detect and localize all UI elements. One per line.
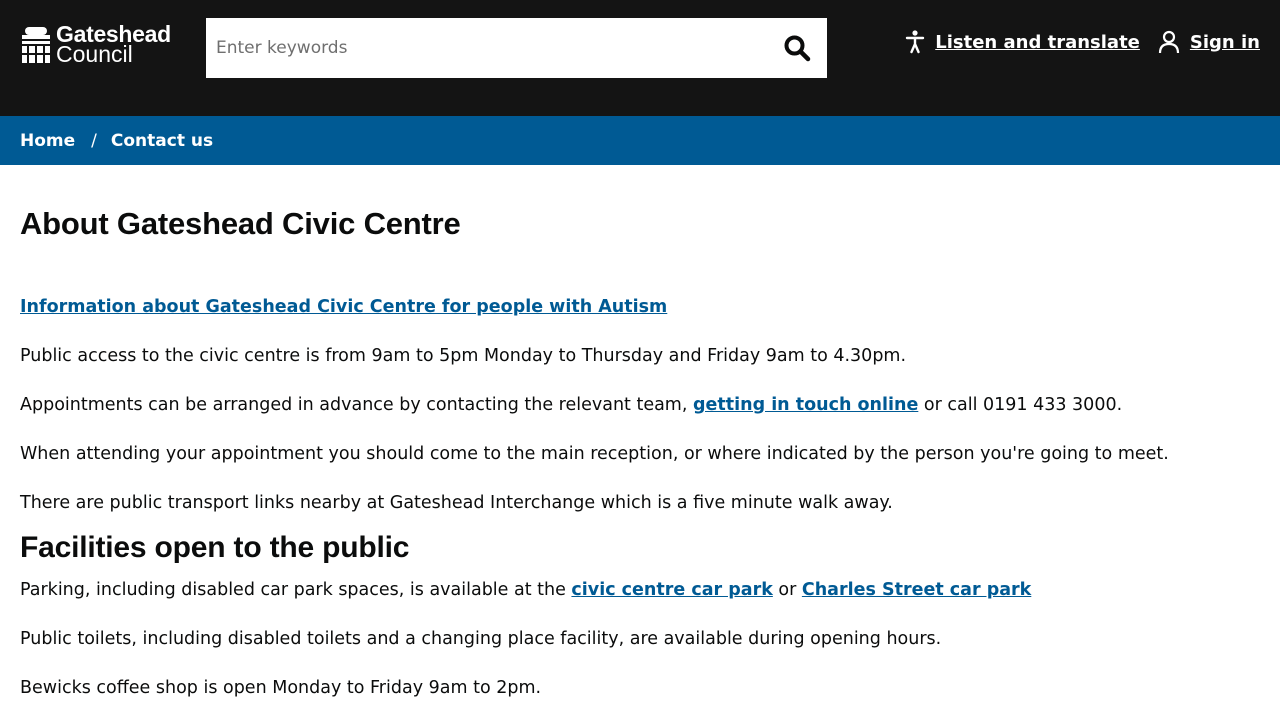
access-hours-text: Public access to the civic centre is from 9am to 5pm Monday to Thursday and Friday 9am to 4.30pm. [20,346,907,366]
site-header [0,0,1280,116]
autism-info-paragraph [20,295,1260,319]
attending-text: When attending your appointment you should come to the main reception, or where indicated by the person you're going to meet. [20,444,1169,464]
breadcrumb-separator: / [91,130,97,151]
page-title: About Gateshead Civic Centre [20,206,461,241]
logo-line-2: Council [56,41,133,67]
header-links [905,30,1260,54]
search-icon [783,34,811,62]
appointments-text-start: Appointments can be arranged in advance by contacting the relevant team, [20,395,693,415]
toilets-text: Public toilets, including disabled toilets and a changing place facility, are available during opening hours. [20,629,942,649]
listen-translate-label: Listen and translate [935,31,1140,53]
parking-paragraph [20,578,1260,602]
sign-in-label: Sign in [1189,31,1260,53]
user-icon [1158,30,1180,54]
breadcrumb [0,116,1280,165]
accessibility-icon [905,30,925,54]
logo-wordmark [56,21,171,67]
parking-text-start: Parking, including disabled car park spaces, is available at the [20,580,572,600]
search-box [206,18,827,78]
breadcrumb-home[interactable]: Home [20,130,76,151]
search-button[interactable] [783,34,813,64]
council-logo[interactable] [22,21,171,67]
appointments-paragraph [20,393,1260,417]
coffee-shop-text: Bewicks coffee shop is open Monday to Friday 9am to 2pm. [20,678,542,698]
autism-info-link[interactable]: Information about Gateshead Civic Centre for people with Autism [20,297,668,317]
appointments-text-end: or call 0191 433 3000. [918,395,1123,415]
sign-in-link[interactable] [1158,30,1260,54]
civic-building-icon [22,24,50,66]
listen-translate-link[interactable] [905,30,1140,54]
main-content [0,205,1280,700]
search-input[interactable] [206,18,756,78]
charles-street-car-park-link[interactable]: Charles Street car park [801,580,1032,600]
civic-centre-car-park-link[interactable]: civic centre car park [571,580,773,600]
getting-in-touch-link[interactable]: getting in touch online [692,395,919,415]
facilities-heading: Facilities open to the public [20,531,410,564]
parking-text-mid: or [772,580,802,600]
logo-line-1: Gateshead [56,21,171,47]
breadcrumb-contact-us[interactable]: Contact us [110,130,214,151]
transport-text: There are public transport links nearby at Gateshead Interchange which is a five minute walk away. [20,493,893,513]
